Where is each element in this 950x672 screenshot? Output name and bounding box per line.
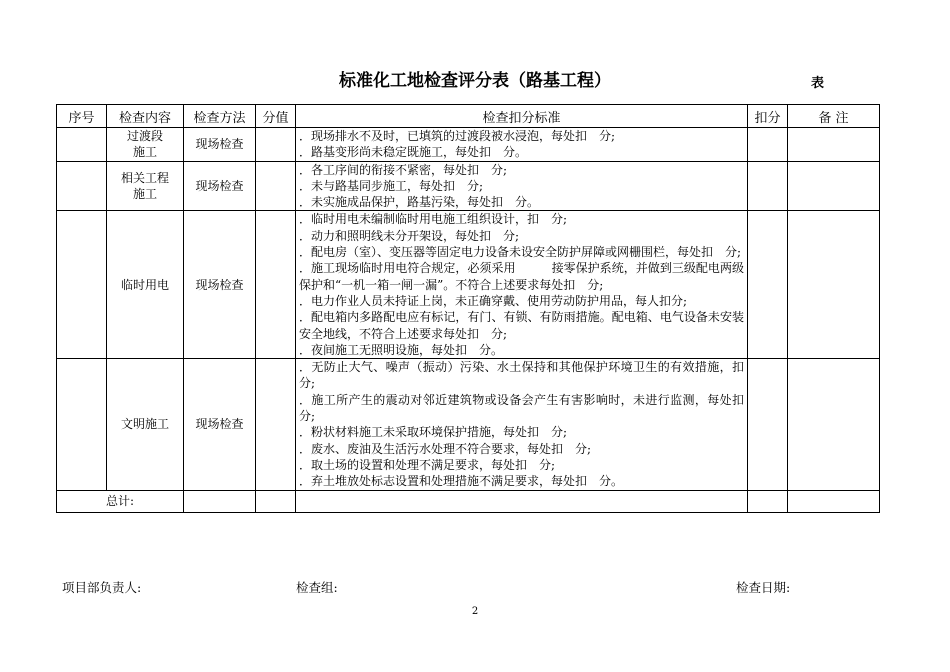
deduction-cell[interactable] [748, 359, 788, 490]
score-cell[interactable] [256, 128, 296, 162]
check-content-cell: 相关工程 施工 [107, 161, 184, 211]
header-content: 检查内容 [107, 105, 184, 128]
header-seq: 序号 [57, 105, 107, 128]
table-row [57, 161, 880, 211]
remarks-cell[interactable] [788, 161, 880, 211]
seq-cell [57, 161, 107, 211]
deduction-cell[interactable] [748, 161, 788, 211]
header-method: 检查方法 [184, 105, 256, 128]
criteria-item: ．施工现场临时用电符合规定，必须采用 接零保护系统，并做到三级配电两级保护和“一机一箱一闸一漏”。不符合上述要求每处扣 分; [299, 261, 744, 292]
footer-inspection-date: 检查日期: [736, 580, 791, 595]
criteria-item: ．临时用电未编制临时用电施工组织设计，扣 分; [299, 212, 568, 227]
header-criteria: 检查扣分标准 [296, 105, 748, 128]
criteria-cell [296, 161, 748, 211]
criteria-item: ．现场排水不及时，已填筑的过渡段被水浸泡，每处扣 分; [299, 129, 616, 143]
total-deduction-cell[interactable] [748, 490, 788, 512]
total-score-cell[interactable] [256, 490, 296, 512]
footer-manager: 项目部负责人: [62, 580, 142, 595]
criteria-cell [296, 211, 748, 359]
remarks-cell[interactable] [788, 128, 880, 162]
check-content-cell: 文明施工 [107, 359, 184, 490]
criteria-item: ．配电房（室）、变压器等固定电力设备未设安全防护屏障或网栅围栏，每处扣 分; [299, 245, 742, 260]
page-title: 标准化工地检查评分表（路基工程） [339, 71, 611, 91]
header-deduction: 扣分 [748, 105, 788, 128]
total-remarks-cell[interactable] [788, 490, 880, 512]
check-method-cell: 现场检查 [184, 128, 256, 162]
score-cell[interactable] [256, 161, 296, 211]
criteria-item: ．施工所产生的震动对邻近建筑物或设备会产生有害影响时，未进行监测，每处扣 分; [299, 392, 757, 424]
header-row [57, 105, 880, 128]
header-remarks: 备 注 [788, 105, 880, 128]
inspection-table [56, 104, 880, 513]
criteria-item: ．取土场的设置和处理不满足要求，每处扣 分; [299, 457, 556, 472]
criteria-item: ．动力和照明线未分开架设，每处扣 分; [299, 228, 520, 243]
seq-cell [57, 359, 107, 490]
check-method-cell: 现场检查 [184, 359, 256, 490]
total-label: 总计: [57, 490, 184, 512]
remarks-cell[interactable] [788, 359, 880, 490]
criteria-item: ．无防止大气、噪声（振动）污染、水土保持和其他保护环境卫生的有效措施，扣 分; [299, 360, 757, 391]
check-content-cell: 临时用电 [107, 211, 184, 359]
criteria-item: ．各工序间的衔接不紧密，每处扣 分; [299, 162, 508, 177]
criteria-item: ．弃土堆放处标志设置和处理措施不满足要求，每处扣 分。 [299, 474, 624, 489]
total-criteria-cell [296, 490, 748, 512]
criteria-item: ．配电箱内多路配电应有标记，有门、有锁、有防雨措施。配电箱、电气设备未安装安全地线，不符合上述要求每处扣 分; [299, 310, 744, 341]
footer-inspection-group: 检查组: [296, 580, 338, 595]
criteria-item: ．未实施成品保护，路基污染，每处扣 分。 [299, 195, 540, 210]
table-row [57, 128, 880, 162]
seq-cell [57, 128, 107, 162]
table-row [57, 211, 880, 359]
criteria-item: ．粉状材料施工未采取环境保护措施，每处扣 分; [299, 425, 568, 440]
total-row [57, 490, 880, 512]
deduction-cell[interactable] [748, 211, 788, 359]
check-content-cell: 过渡段 施工 [107, 128, 184, 162]
title-suffix: 表 [811, 76, 825, 91]
criteria-item: ．夜间施工无照明设施，每处扣 分。 [299, 342, 504, 357]
score-cell[interactable] [256, 359, 296, 490]
criteria-item: ．电力作业人员未持证上岗，未正确穿戴、使用劳动防护用品，每人扣分; [299, 293, 688, 308]
total-method-cell [184, 490, 256, 512]
table-row [57, 359, 880, 490]
criteria-item: ．未与路基同步施工，每处扣 分; [299, 178, 484, 193]
page-number: 2 [471, 606, 479, 617]
seq-cell [57, 211, 107, 359]
criteria-item: ．废水、废油及生活污水处理不符合要求，每处扣 分; [299, 441, 592, 456]
check-method-cell: 现场检查 [184, 211, 256, 359]
criteria-cell [296, 128, 748, 162]
remarks-cell[interactable] [788, 211, 880, 359]
deduction-cell[interactable] [748, 128, 788, 162]
criteria-cell [296, 359, 757, 490]
criteria-item: ．路基变形尚未稳定既施工，每处扣 分。 [299, 145, 528, 160]
score-cell[interactable] [256, 211, 296, 359]
header-score: 分值 [256, 105, 296, 128]
check-method-cell: 现场检查 [184, 161, 256, 211]
